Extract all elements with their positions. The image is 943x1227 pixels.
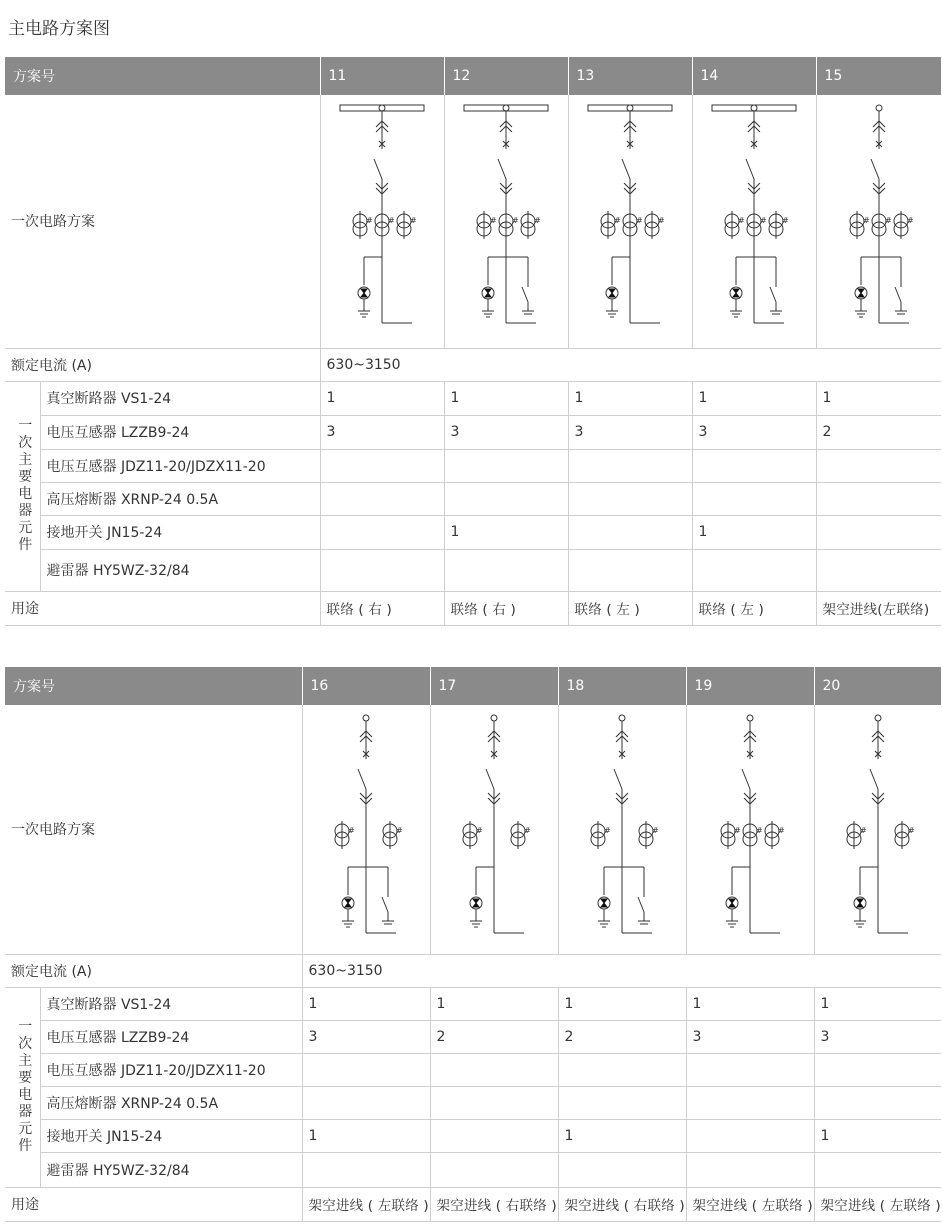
- component-qty: [558, 1152, 686, 1187]
- incoming-terminal-symbol: [363, 715, 369, 721]
- component-qty: 1: [686, 987, 814, 1020]
- component-qty: [320, 449, 444, 482]
- breaker-blade-symbol: [614, 769, 622, 789]
- ct-mark-text: #: [636, 216, 643, 226]
- earthing-switch-blade-symbol: [382, 897, 388, 912]
- scheme-no-cell: 15: [816, 57, 941, 95]
- component-qty: [430, 1053, 558, 1086]
- circuit-label: 一次电路方案: [5, 705, 302, 954]
- circuit-diagram: [322, 97, 442, 345]
- component-qty: [816, 449, 941, 482]
- component-qty: [568, 549, 692, 591]
- component-qty: 1: [692, 515, 816, 549]
- ct-mark-text: #: [396, 826, 403, 836]
- page-title: 主电路方案图: [8, 19, 110, 39]
- component-name: 真空断路器 VS1-24: [40, 987, 302, 1020]
- component-row: [5, 1053, 941, 1086]
- component-qty: 3: [692, 415, 816, 449]
- component-qty: [320, 515, 444, 549]
- usage-value: 联络 ( 右 ): [444, 591, 568, 625]
- component-group-label: [5, 987, 40, 1187]
- ct-mark-text: #: [476, 826, 483, 836]
- usage-row: [5, 591, 941, 625]
- earthing-switch-blade-symbol: [638, 897, 644, 912]
- component-qty: 1: [558, 987, 686, 1020]
- ct-mark-text: #: [348, 826, 355, 836]
- ct-mark-text: #: [524, 826, 531, 836]
- earthing-switch-blade-symbol: [522, 287, 528, 302]
- circuit-diagram-cell: [430, 705, 558, 954]
- circuit-diagram: [819, 97, 939, 345]
- circuit-diagram-cell: [816, 95, 941, 348]
- component-row: [5, 381, 941, 415]
- circuit-diagram-cell: [302, 705, 430, 954]
- ct-mark-text: #: [604, 826, 611, 836]
- group-char: 元: [18, 1121, 33, 1137]
- circuit-diagram-cell: [692, 95, 816, 348]
- group-char: 件: [18, 537, 33, 553]
- component-name: 高压熔断器 XRNP-24 0.5A: [40, 482, 320, 515]
- component-qty: 1: [302, 987, 430, 1020]
- earthing-switch-blade-symbol: [770, 287, 776, 302]
- scheme-no-cell: 16: [302, 667, 430, 705]
- rated-current-row: [5, 954, 941, 987]
- ct-mark-text: #: [366, 216, 373, 226]
- usage-value: 架空进线 ( 左联络 ): [814, 1187, 941, 1221]
- scheme-no-cell: 20: [814, 667, 941, 705]
- component-qty: 1: [692, 381, 816, 415]
- group-char: 电: [18, 486, 33, 502]
- usage-value: 架空进线 ( 左联络 ): [302, 1187, 430, 1221]
- scheme-no-cell: 11: [320, 57, 444, 95]
- breaker-blade-symbol: [498, 159, 506, 179]
- rated-current-value: 630~3150: [302, 954, 941, 987]
- component-qty: [816, 482, 941, 515]
- rated-current-label: 额定电流 (A): [5, 348, 320, 381]
- component-qty: [686, 1053, 814, 1086]
- usage-value: 联络 ( 左 ): [568, 591, 692, 625]
- ct-mark-text: #: [388, 216, 395, 226]
- component-qty: [430, 1152, 558, 1187]
- component-qty: 1: [814, 1119, 941, 1152]
- component-name: 避雷器 HY5WZ-32/84: [40, 549, 320, 591]
- incoming-terminal-symbol: [491, 715, 497, 721]
- scheme-table-2: [5, 667, 941, 1222]
- component-qty: [320, 549, 444, 591]
- component-qty: [692, 549, 816, 591]
- component-qty: [686, 1086, 814, 1119]
- component-qty: 1: [430, 987, 558, 1020]
- circuit-diagram: [432, 707, 556, 951]
- component-name: 接地开关 JN15-24: [40, 515, 320, 549]
- circuit-diagram-row: [5, 95, 941, 348]
- group-char: 次: [18, 1036, 33, 1052]
- circuit-diagram: [560, 707, 684, 951]
- ct-mark-text: #: [490, 216, 497, 226]
- circuit-diagram-cell: [444, 95, 568, 348]
- component-row: [5, 415, 941, 449]
- component-qty: [814, 1086, 941, 1119]
- circuit-diagram-row: [5, 705, 941, 954]
- circuit-diagram: [570, 97, 690, 345]
- component-qty: [444, 482, 568, 515]
- component-name: 真空断路器 VS1-24: [40, 381, 320, 415]
- circuit-diagram: [304, 707, 428, 951]
- ct-mark-text: #: [906, 216, 914, 226]
- circuit-diagram: [816, 707, 940, 951]
- component-qty: 3: [302, 1020, 430, 1053]
- circuit-label: 一次电路方案: [5, 95, 320, 348]
- component-qty: 1: [320, 381, 444, 415]
- component-qty: [430, 1086, 558, 1119]
- earthing-switch-blade-symbol: [895, 287, 901, 302]
- bus-node: [503, 105, 509, 111]
- ct-mark-text: #: [658, 216, 665, 226]
- component-row: [5, 1020, 941, 1053]
- header-row: [5, 57, 941, 95]
- group-char: 主: [18, 1053, 33, 1069]
- scheme-no-cell: 13: [568, 57, 692, 95]
- breaker-blade-symbol: [870, 769, 878, 789]
- component-qty: 1: [814, 987, 941, 1020]
- component-qty: [558, 1086, 686, 1119]
- component-name: 电压互感器 LZZB9-24: [40, 1020, 302, 1053]
- component-qty: [814, 1152, 941, 1187]
- circuit-diagram-cell: [558, 705, 686, 954]
- breaker-blade-symbol: [871, 159, 879, 179]
- ct-mark-text: #: [862, 216, 870, 226]
- component-qty: [430, 1119, 558, 1152]
- component-row: [5, 515, 941, 549]
- rated-current-value: 630~3150: [320, 348, 941, 381]
- group-char: 一: [18, 1019, 33, 1035]
- group-char: 主: [18, 452, 33, 468]
- usage-value: 架空进线(左联络): [816, 591, 941, 625]
- breaker-blade-symbol: [622, 159, 630, 179]
- ct-mark-text: #: [410, 216, 417, 226]
- breaker-blade-symbol: [746, 159, 754, 179]
- ct-mark-text: #: [756, 826, 763, 836]
- ct-mark-text: #: [760, 216, 767, 226]
- component-group-label: [5, 381, 40, 591]
- component-qty: 3: [568, 415, 692, 449]
- component-qty: 1: [302, 1119, 430, 1152]
- incoming-terminal-symbol: [875, 715, 881, 721]
- component-qty: [558, 1053, 686, 1086]
- circuit-diagram-cell: [568, 95, 692, 348]
- component-qty: [320, 482, 444, 515]
- rated-current-label: 额定电流 (A): [5, 954, 302, 987]
- breaker-blade-symbol: [486, 769, 494, 789]
- circuit-diagram-cell: [686, 705, 814, 954]
- circuit-diagram-cell: [814, 705, 941, 954]
- circuit-diagram: [694, 97, 814, 345]
- breaker-blade-symbol: [358, 769, 366, 789]
- usage-value: 架空进线 ( 左联络 ): [686, 1187, 814, 1221]
- component-qty: 3: [320, 415, 444, 449]
- component-row: [5, 549, 941, 591]
- component-qty: 1: [444, 515, 568, 549]
- component-qty: 1: [816, 381, 941, 415]
- incoming-terminal-symbol: [747, 715, 753, 721]
- incoming-terminal-symbol: [876, 105, 882, 111]
- component-qty: 3: [686, 1020, 814, 1053]
- group-char: 电: [18, 1087, 33, 1103]
- group-char: 次: [18, 435, 33, 451]
- ct-mark-text: #: [907, 826, 915, 836]
- component-row: [5, 1119, 941, 1152]
- component-row: [5, 1086, 941, 1119]
- component-qty: 3: [444, 415, 568, 449]
- usage-value: 联络 ( 左 ): [692, 591, 816, 625]
- scheme-table-1: [5, 57, 941, 626]
- component-name: 高压熔断器 XRNP-24 0.5A: [40, 1086, 302, 1119]
- component-qty: [814, 1053, 941, 1086]
- component-qty: 1: [568, 381, 692, 415]
- component-qty: 2: [816, 415, 941, 449]
- scheme-no-label: 方案号: [5, 57, 320, 95]
- ct-mark-text: #: [782, 216, 789, 226]
- ct-mark-text: #: [534, 216, 541, 226]
- component-name: 电压互感器 JDZ11-20/JDZX11-20: [40, 449, 320, 482]
- component-qty: [302, 1086, 430, 1119]
- incoming-terminal-symbol: [619, 715, 625, 721]
- ct-mark-text: #: [614, 216, 621, 226]
- breaker-blade-symbol: [374, 159, 382, 179]
- circuit-diagram-cell: [320, 95, 444, 348]
- rated-current-row: [5, 348, 941, 381]
- component-row: [5, 482, 941, 515]
- component-name: 电压互感器 JDZ11-20/JDZX11-20: [40, 1053, 302, 1086]
- component-qty: [686, 1119, 814, 1152]
- usage-label: 用途: [5, 591, 320, 625]
- scheme-no-cell: 12: [444, 57, 568, 95]
- ct-mark-text: #: [859, 826, 867, 836]
- component-qty: 2: [558, 1020, 686, 1053]
- component-qty: [692, 482, 816, 515]
- bus-node: [751, 105, 757, 111]
- component-row: [5, 987, 941, 1020]
- bus-node: [379, 105, 385, 111]
- component-qty: 1: [444, 381, 568, 415]
- component-qty: [568, 482, 692, 515]
- breaker-blade-symbol: [742, 769, 750, 789]
- usage-value: 联络 ( 右 ): [320, 591, 444, 625]
- circuit-diagram: [688, 707, 812, 951]
- ct-mark-text: #: [734, 826, 741, 836]
- group-char: 要: [18, 1070, 33, 1086]
- ct-mark-text: #: [738, 216, 745, 226]
- scheme-no-label: 方案号: [5, 667, 302, 705]
- usage-value: 架空进线 ( 右联络 ): [430, 1187, 558, 1221]
- component-qty: 3: [814, 1020, 941, 1053]
- ct-mark-text: #: [884, 216, 892, 226]
- component-qty: [568, 515, 692, 549]
- component-qty: 2: [430, 1020, 558, 1053]
- scheme-no-cell: 18: [558, 667, 686, 705]
- header-row: [5, 667, 941, 705]
- group-char: 件: [18, 1138, 33, 1154]
- circuit-diagram: [446, 97, 566, 345]
- component-qty: 1: [558, 1119, 686, 1152]
- component-name: 避雷器 HY5WZ-32/84: [40, 1152, 302, 1187]
- group-char: 器: [18, 503, 33, 519]
- group-char: 器: [18, 1104, 33, 1120]
- scheme-no-cell: 17: [430, 667, 558, 705]
- component-name: 电压互感器 LZZB9-24: [40, 415, 320, 449]
- usage-row: [5, 1187, 941, 1221]
- group-char: 元: [18, 520, 33, 536]
- component-row: [5, 1152, 941, 1187]
- component-row: [5, 449, 941, 482]
- ct-mark-text: #: [652, 826, 659, 836]
- group-char: 一: [18, 418, 33, 434]
- component-qty: [302, 1053, 430, 1086]
- component-qty: [816, 515, 941, 549]
- group-char: 要: [18, 469, 33, 485]
- component-qty: [816, 549, 941, 591]
- component-qty: [302, 1152, 430, 1187]
- component-qty: [444, 449, 568, 482]
- scheme-no-cell: 19: [686, 667, 814, 705]
- ct-mark-text: #: [512, 216, 519, 226]
- ct-mark-text: #: [778, 826, 785, 836]
- usage-value: 架空进线 ( 右联络 ): [558, 1187, 686, 1221]
- component-qty: [568, 449, 692, 482]
- scheme-no-cell: 14: [692, 57, 816, 95]
- component-qty: [686, 1152, 814, 1187]
- component-qty: [444, 549, 568, 591]
- usage-label: 用途: [5, 1187, 302, 1221]
- bus-node: [627, 105, 633, 111]
- component-name: 接地开关 JN15-24: [40, 1119, 302, 1152]
- component-qty: [692, 449, 816, 482]
